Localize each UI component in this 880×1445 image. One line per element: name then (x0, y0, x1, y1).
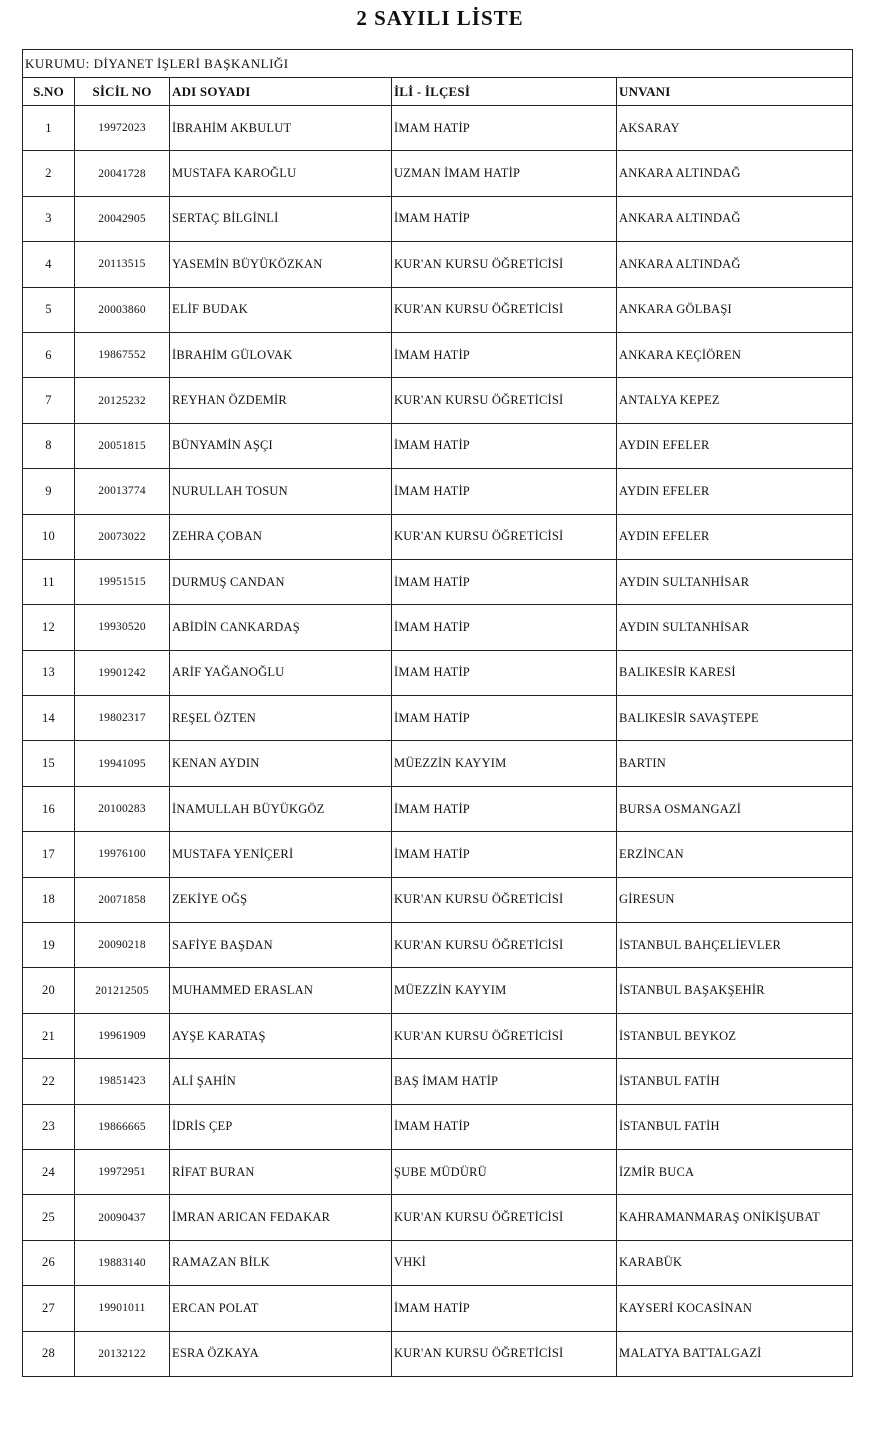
cell-sicil-no: 19901242 (75, 650, 170, 695)
cell-adi-soyadi: İDRİS ÇEP (170, 1104, 392, 1149)
table-row (23, 1195, 853, 1240)
cell-adi-soyadi: AYŞE KARATAŞ (170, 1013, 392, 1058)
cell-sicil-no: 19951515 (75, 559, 170, 604)
cell-adi-soyadi: MUSTAFA KAROĞLU (170, 151, 392, 196)
cell-sno: 21 (23, 1013, 75, 1058)
cell-unvani: KAHRAMANMARAŞ ONİKİŞUBAT (617, 1195, 853, 1240)
cell-sicil-no: 20100283 (75, 786, 170, 831)
cell-unvani: BALIKESİR SAVAŞTEPE (617, 696, 853, 741)
cell-sicil-no: 20003860 (75, 287, 170, 332)
cell-sicil-no: 20132122 (75, 1331, 170, 1376)
cell-sno: 1 (23, 106, 75, 151)
cell-ili-ilcesi: İMAM HATİP (392, 196, 617, 241)
cell-adi-soyadi: ABİDİN CANKARDAŞ (170, 605, 392, 650)
table-row (23, 423, 853, 468)
cell-unvani: KARABÜK (617, 1240, 853, 1285)
table-row (23, 832, 853, 877)
cell-ili-ilcesi: BAŞ İMAM HATİP (392, 1059, 617, 1104)
cell-sno: 26 (23, 1240, 75, 1285)
cell-sno: 9 (23, 469, 75, 514)
cell-sno: 7 (23, 378, 75, 423)
cell-unvani: AKSARAY (617, 106, 853, 151)
cell-sicil-no: 19866665 (75, 1104, 170, 1149)
table-row (23, 1240, 853, 1285)
table-row (23, 1059, 853, 1104)
cell-adi-soyadi: İMRAN ARICAN FEDAKAR (170, 1195, 392, 1240)
column-header-sno: S.NO (23, 78, 75, 106)
cell-sno: 5 (23, 287, 75, 332)
cell-ili-ilcesi: KUR'AN KURSU ÖĞRETİCİSİ (392, 514, 617, 559)
cell-sicil-no: 19941095 (75, 741, 170, 786)
cell-sicil-no: 19972023 (75, 106, 170, 151)
cell-sno: 6 (23, 332, 75, 377)
cell-sicil-no: 20090218 (75, 923, 170, 968)
table-row (23, 106, 853, 151)
cell-unvani: ANTALYA KEPEZ (617, 378, 853, 423)
cell-adi-soyadi: İBRAHİM GÜLOVAK (170, 332, 392, 377)
cell-sicil-no: 20013774 (75, 469, 170, 514)
column-header-sicil-no: SİCİL NO (75, 78, 170, 106)
cell-sno: 13 (23, 650, 75, 695)
cell-adi-soyadi: ERCAN POLAT (170, 1286, 392, 1331)
cell-ili-ilcesi: ŞUBE MÜDÜRÜ (392, 1149, 617, 1194)
cell-unvani: BALIKESİR KARESİ (617, 650, 853, 695)
cell-ili-ilcesi: İMAM HATİP (392, 1286, 617, 1331)
cell-unvani: BARTIN (617, 741, 853, 786)
cell-sicil-no: 20090437 (75, 1195, 170, 1240)
table-row (23, 242, 853, 287)
cell-ili-ilcesi: İMAM HATİP (392, 332, 617, 377)
cell-ili-ilcesi: İMAM HATİP (392, 650, 617, 695)
cell-sno: 12 (23, 605, 75, 650)
table-row (23, 1104, 853, 1149)
cell-adi-soyadi: SAFİYE BAŞDAN (170, 923, 392, 968)
cell-sicil-no: 19802317 (75, 696, 170, 741)
cell-adi-soyadi: MUHAMMED ERASLAN (170, 968, 392, 1013)
cell-sno: 28 (23, 1331, 75, 1376)
cell-adi-soyadi: RAMAZAN BİLK (170, 1240, 392, 1285)
cell-ili-ilcesi: İMAM HATİP (392, 1104, 617, 1149)
cell-unvani: İSTANBUL FATİH (617, 1059, 853, 1104)
table-row (23, 923, 853, 968)
cell-adi-soyadi: ELİF BUDAK (170, 287, 392, 332)
cell-unvani: İSTANBUL BEYKOZ (617, 1013, 853, 1058)
cell-sicil-no: 19930520 (75, 605, 170, 650)
cell-ili-ilcesi: UZMAN İMAM HATİP (392, 151, 617, 196)
cell-sicil-no: 19867552 (75, 332, 170, 377)
cell-sno: 23 (23, 1104, 75, 1149)
table-row (23, 1286, 853, 1331)
cell-unvani: AYDIN SULTANHİSAR (617, 559, 853, 604)
cell-ili-ilcesi: İMAM HATİP (392, 786, 617, 831)
cell-sno: 18 (23, 877, 75, 922)
cell-ili-ilcesi: KUR'AN KURSU ÖĞRETİCİSİ (392, 877, 617, 922)
table-row (23, 605, 853, 650)
cell-sicil-no: 19851423 (75, 1059, 170, 1104)
column-header-ili-ilcesi: İLİ - İLÇESİ (392, 78, 617, 106)
cell-sicil-no: 20041728 (75, 151, 170, 196)
cell-ili-ilcesi: KUR'AN KURSU ÖĞRETİCİSİ (392, 1331, 617, 1376)
cell-sno: 27 (23, 1286, 75, 1331)
cell-sno: 11 (23, 559, 75, 604)
cell-unvani: İZMİR BUCA (617, 1149, 853, 1194)
cell-unvani: AYDIN EFELER (617, 423, 853, 468)
cell-sicil-no: 20125232 (75, 378, 170, 423)
table-row (23, 696, 853, 741)
cell-ili-ilcesi: İMAM HATİP (392, 469, 617, 514)
cell-ili-ilcesi: İMAM HATİP (392, 832, 617, 877)
cell-ili-ilcesi: İMAM HATİP (392, 605, 617, 650)
cell-unvani: AYDIN EFELER (617, 514, 853, 559)
cell-unvani: ANKARA KEÇİÖREN (617, 332, 853, 377)
cell-adi-soyadi: İBRAHİM AKBULUT (170, 106, 392, 151)
cell-adi-soyadi: REŞEL ÖZTEN (170, 696, 392, 741)
cell-unvani: İSTANBUL BAŞAKŞEHİR (617, 968, 853, 1013)
cell-sno: 14 (23, 696, 75, 741)
cell-adi-soyadi: İNAMULLAH BÜYÜKGÖZ (170, 786, 392, 831)
cell-sno: 19 (23, 923, 75, 968)
cell-unvani: ANKARA ALTINDAĞ (617, 196, 853, 241)
table-row (23, 786, 853, 831)
cell-sicil-no: 19972951 (75, 1149, 170, 1194)
cell-sicil-no: 19961909 (75, 1013, 170, 1058)
cell-adi-soyadi: YASEMİN BÜYÜKÖZKAN (170, 242, 392, 287)
cell-sicil-no: 201212505 (75, 968, 170, 1013)
cell-adi-soyadi: DURMUŞ CANDAN (170, 559, 392, 604)
cell-sno: 10 (23, 514, 75, 559)
table-row (23, 559, 853, 604)
cell-ili-ilcesi: VHKİ (392, 1240, 617, 1285)
cell-adi-soyadi: REYHAN ÖZDEMİR (170, 378, 392, 423)
cell-ili-ilcesi: KUR'AN KURSU ÖĞRETİCİSİ (392, 1195, 617, 1240)
cell-sno: 4 (23, 242, 75, 287)
cell-unvani: ANKARA GÖLBAŞI (617, 287, 853, 332)
cell-unvani: BURSA OSMANGAZİ (617, 786, 853, 831)
column-header-adi-soyadi: ADI SOYADI (170, 78, 392, 106)
table-row (23, 287, 853, 332)
cell-adi-soyadi: RİFAT BURAN (170, 1149, 392, 1194)
cell-adi-soyadi: ARİF YAĞANOĞLU (170, 650, 392, 695)
cell-adi-soyadi: NURULLAH TOSUN (170, 469, 392, 514)
cell-adi-soyadi: ZEKİYE OĞŞ (170, 877, 392, 922)
cell-ili-ilcesi: KUR'AN KURSU ÖĞRETİCİSİ (392, 923, 617, 968)
cell-unvani: İSTANBUL FATİH (617, 1104, 853, 1149)
cell-ili-ilcesi: KUR'AN KURSU ÖĞRETİCİSİ (392, 378, 617, 423)
cell-sno: 20 (23, 968, 75, 1013)
cell-adi-soyadi: KENAN AYDIN (170, 741, 392, 786)
cell-sno: 17 (23, 832, 75, 877)
document-title: 2 SAYILI LİSTE (356, 6, 524, 30)
cell-ili-ilcesi: MÜEZZİN KAYYIM (392, 968, 617, 1013)
table-row (23, 968, 853, 1013)
table-row (23, 877, 853, 922)
cell-sicil-no: 20071858 (75, 877, 170, 922)
cell-sno: 15 (23, 741, 75, 786)
cell-sicil-no: 19883140 (75, 1240, 170, 1285)
table-row (23, 1149, 853, 1194)
institution-row (23, 50, 853, 78)
cell-unvani: ANKARA ALTINDAĞ (617, 242, 853, 287)
cell-adi-soyadi: MUSTAFA YENİÇERİ (170, 832, 392, 877)
personnel-list-table (22, 49, 853, 1377)
cell-unvani: İSTANBUL BAHÇELİEVLER (617, 923, 853, 968)
cell-ili-ilcesi: KUR'AN KURSU ÖĞRETİCİSİ (392, 287, 617, 332)
header-row (23, 78, 853, 106)
table-row (23, 741, 853, 786)
cell-unvani: MALATYA BATTALGAZİ (617, 1331, 853, 1376)
cell-adi-soyadi: SERTAÇ BİLGİNLİ (170, 196, 392, 241)
cell-ili-ilcesi: İMAM HATİP (392, 106, 617, 151)
table-row (23, 196, 853, 241)
cell-sno: 16 (23, 786, 75, 831)
cell-sno: 24 (23, 1149, 75, 1194)
table-row (23, 650, 853, 695)
cell-unvani: GİRESUN (617, 877, 853, 922)
cell-sno: 2 (23, 151, 75, 196)
table-body (23, 50, 853, 1377)
cell-sno: 25 (23, 1195, 75, 1240)
cell-adi-soyadi: ALİ ŞAHİN (170, 1059, 392, 1104)
cell-adi-soyadi: ESRA ÖZKAYA (170, 1331, 392, 1376)
cell-sicil-no: 20042905 (75, 196, 170, 241)
table-row (23, 1013, 853, 1058)
cell-unvani: ANKARA ALTINDAĞ (617, 151, 853, 196)
table-row (23, 469, 853, 514)
cell-unvani: AYDIN SULTANHİSAR (617, 605, 853, 650)
table-row (23, 514, 853, 559)
table-row (23, 151, 853, 196)
cell-sno: 3 (23, 196, 75, 241)
cell-ili-ilcesi: İMAM HATİP (392, 696, 617, 741)
cell-adi-soyadi: ZEHRA ÇOBAN (170, 514, 392, 559)
cell-adi-soyadi: BÜNYAMİN AŞÇI (170, 423, 392, 468)
cell-ili-ilcesi: İMAM HATİP (392, 423, 617, 468)
cell-ili-ilcesi: İMAM HATİP (392, 559, 617, 604)
cell-sicil-no: 20051815 (75, 423, 170, 468)
cell-sno: 8 (23, 423, 75, 468)
column-header-unvani: UNVANI (617, 78, 853, 106)
cell-sno: 22 (23, 1059, 75, 1104)
cell-sicil-no: 20113515 (75, 242, 170, 287)
cell-ili-ilcesi: MÜEZZİN KAYYIM (392, 741, 617, 786)
cell-sicil-no: 20073022 (75, 514, 170, 559)
table-row (23, 332, 853, 377)
table-row (23, 378, 853, 423)
institution-label: KURUMU: DİYANET İŞLERİ BAŞKANLIĞI (23, 50, 853, 78)
cell-unvani: AYDIN EFELER (617, 469, 853, 514)
cell-ili-ilcesi: KUR'AN KURSU ÖĞRETİCİSİ (392, 1013, 617, 1058)
cell-sicil-no: 19901011 (75, 1286, 170, 1331)
cell-sicil-no: 19976100 (75, 832, 170, 877)
cell-unvani: ERZİNCAN (617, 832, 853, 877)
table-row (23, 1331, 853, 1376)
cell-ili-ilcesi: KUR'AN KURSU ÖĞRETİCİSİ (392, 242, 617, 287)
cell-unvani: KAYSERİ KOCASİNAN (617, 1286, 853, 1331)
